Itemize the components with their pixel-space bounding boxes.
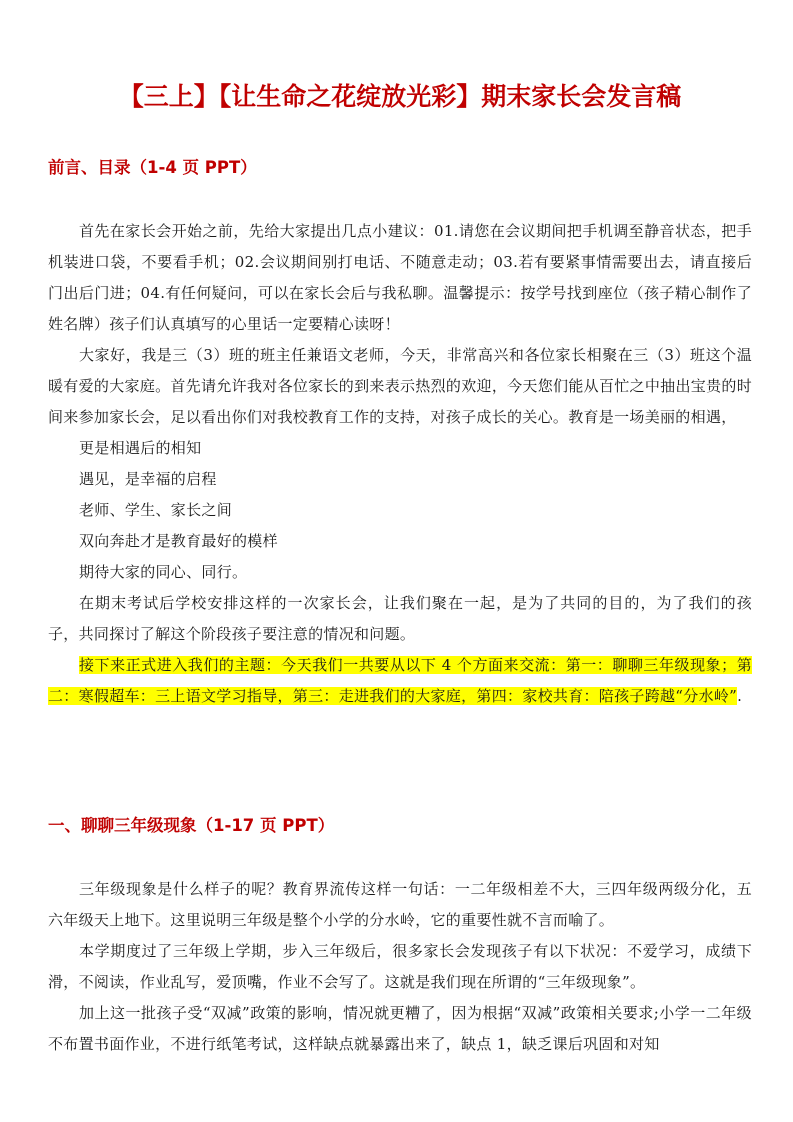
highlighted-agenda-text: 接下来正式进入我们的主题：今天我们一共要从以下 4 个方面来交流：第一：聊聊三年级现象；第二：寒假超车：三上语文学习指导，第三：走进我们的大家庭，第四：家校共育：陪孩子跨越“分水岭” [48, 656, 752, 705]
poem-line: 遇见，是幸福的启程 [79, 470, 217, 488]
paragraph-purpose: 在期末考试后学校安排这样的一次家长会，让我们聚在一起，是为了共同的目的，为了我们的孩子，共同探讨了解这个阶段孩子要注意的情况和问题。 [48, 594, 752, 643]
paragraph-double-reduction: 加上这一批孩子受“双减”政策的影响，情况就更糟了，因为根据“双减”政策相关要求;小学一二年级不布置书面作业，不进行纸笔考试，这样缺点就暴露出来了，缺点 1，缺乏课后巩固和对知 [48, 1004, 752, 1053]
document-title: 【三上】【让生命之花绽放光彩】期末家长会发言稿 [118, 82, 682, 111]
paragraph-grade3-intro: 三年级现象是什么样子的呢？教育界流传这样一句话：一二年级相差不大，三四年级两级分化，五六年级天上地下。这里说明三年级是整个小学的分水岭，它的重要性就不言而喻了。 [48, 880, 752, 929]
preface-body [48, 216, 752, 712]
paragraph-agenda-highlighted [48, 650, 752, 712]
poem-line: 期待大家的同心、同行。 [79, 563, 248, 581]
paragraph-greeting: 大家好，我是三（3）班的班主任兼语文老师，今天，非常高兴和各位家长相聚在三（3）班这个温暖有爱的大家庭。首先请允许我对各位家长的到来表示热烈的欢迎，今天您们能从百忙之中抽出宝贵的时间来参加家长会，足以看出你们对我校教育工作的支持，对孩子成长的关心。教育是一场美丽的相遇， [48, 346, 752, 426]
section-heading-preface: 前言、目录（1-4 页 PPT） [48, 158, 257, 177]
poem-line: 更是相遇后的相知 [79, 439, 202, 457]
poem-line: 双向奔赴才是教育最好的模样 [79, 532, 278, 550]
paragraph-grade3-symptoms: 本学期度过了三年级上学期，步入三年级后，很多家长会发现孩子有以下状况：不爱学习，成绩下滑，不阅读，作业乱写，爱顶嘴，作业不会写了。这就是我们现在所谓的“三年级现象”。 [48, 942, 752, 991]
agenda-trailing-period: . [737, 687, 743, 705]
poem-line: 老师、学生、家长之间 [79, 501, 233, 519]
paragraph-suggestions: 首先在家长会开始之前，先给大家提出几点小建议：01.请您在会议期间把手机调至静音状态，把手机装进口袋，不要看手机；02.会议期间别打电话、不随意走动；03.若有要紧事情需要出去，请直接后门出后门进；04.有任何疑问，可以在家长会后与我私聊。温馨提示：按学号找到座位（孩子精心制作了姓名牌）孩子们认真填写的心里话一定要精心读呀！ [48, 222, 752, 333]
section-heading-grade3-phenomenon: 一、聊聊三年级现象（1-17 页 PPT） [48, 816, 335, 835]
grade3-body [48, 874, 752, 1060]
